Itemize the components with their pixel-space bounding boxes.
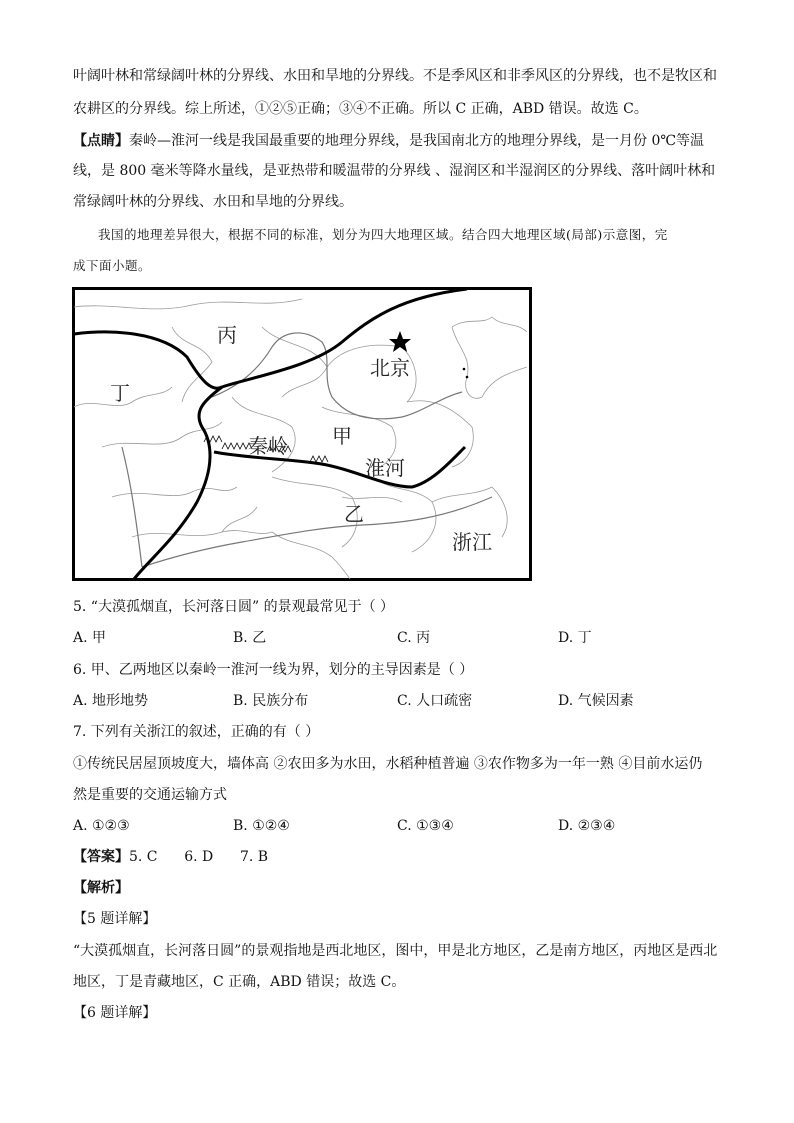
analysis-text-line: 农耕区的分界线。综上所述，①②⑤正确；③④不正确。所以 C 正确，ABD 错误。故选 C。	[73, 101, 648, 117]
tip-line: 常绿阔叶林的分界线、水田和旱地的分界线。	[73, 194, 353, 210]
label-zhejiang: 浙江	[452, 530, 492, 554]
label-jia: 甲	[332, 424, 352, 448]
detail5-text: “大漠孤烟直，长河落日圆”的景观指地是西北地区，图中，甲是北方地区，乙是南方地区，丙地区是西北	[73, 943, 718, 959]
analysis-heading: 【解析】	[73, 880, 129, 896]
regions-map	[72, 287, 532, 581]
q7-statements: ①传统民居屋顶坡度大，墙体高 ②农田多为水田，水稻种植普遍 ③农作物多为一年一熟 ④目前水运仍	[73, 756, 703, 772]
detail5-heading: 【5 题详解】	[73, 911, 157, 927]
tip-text: 秦岭—淮河一线是我国最重要的地理分界线，是我国南北方的地理分界线，是一月份 0℃等温	[129, 133, 705, 149]
q7-statements: 然是重要的交通运输方式	[73, 787, 227, 803]
q5-option-d: D. 丁	[558, 630, 592, 646]
label-qinling: 秦岭	[248, 434, 288, 458]
intro-line: 我国的地理差异很大，根据不同的标准，划分为四大地理区域。结合四大地理区域(局部)示意图，完	[98, 227, 668, 242]
analysis-text-line: 叶阔叶林和常绿阔叶林的分界线、水田和旱地的分界线。不是季风区和非季风区的分界线，也不是牧区和	[73, 68, 717, 84]
q7-option-c: C. ①③④	[397, 818, 454, 834]
q6-option-d: D. 气候因素	[558, 693, 634, 709]
q7-option-a: A. ①②③	[73, 818, 130, 834]
q5-option-c: C. 丙	[397, 630, 431, 646]
answer-text: 5. C 6. D 7. B	[129, 849, 269, 865]
q7-option-d: D. ②③④	[558, 818, 616, 834]
answer-tag: 【答案】	[73, 849, 129, 865]
q5-stem: 5. “大漠孤烟直，长河落日圆” 的景观最常见于（ ）	[73, 599, 395, 615]
q7-stem: 7. 下列有关浙江的叙述，正确的有（ ）	[73, 724, 320, 740]
label-huaihe: 淮河	[365, 456, 405, 480]
tip-tag: 【点睛】	[73, 133, 129, 149]
tip-line	[73, 131, 704, 151]
label-beijing: 北京	[370, 356, 410, 380]
label-yi: 乙	[344, 502, 364, 526]
q7-option-b: B. ①②④	[233, 818, 290, 834]
q6-stem: 6. 甲、乙两地区以秦岭一淮河一线为界，划分的主导因素是（ ）	[73, 662, 474, 678]
tip-line: 线，是 800 毫米等降水量线，是亚热带和暖温带的分界线 、湿润区和半湿润区的分界线、落叶阔叶林和	[73, 163, 716, 179]
q6-option-b: B. 民族分布	[233, 693, 309, 709]
q5-option-a: A. 甲	[73, 630, 107, 646]
label-bing: 丙	[217, 323, 237, 347]
answer-line	[73, 847, 268, 867]
label-ding: 丁	[110, 381, 130, 405]
q5-option-b: B. 乙	[233, 630, 267, 646]
detail5-text: 地区，丁是青藏地区，C 正确，ABD 错误；故选 C。	[73, 974, 406, 990]
detail6-heading: 【6 题详解】	[73, 1005, 157, 1021]
q6-option-a: A. 地形地势	[73, 693, 149, 709]
intro-line: 成下面小题。	[73, 258, 152, 273]
q6-option-c: C. 人口疏密	[397, 693, 473, 709]
